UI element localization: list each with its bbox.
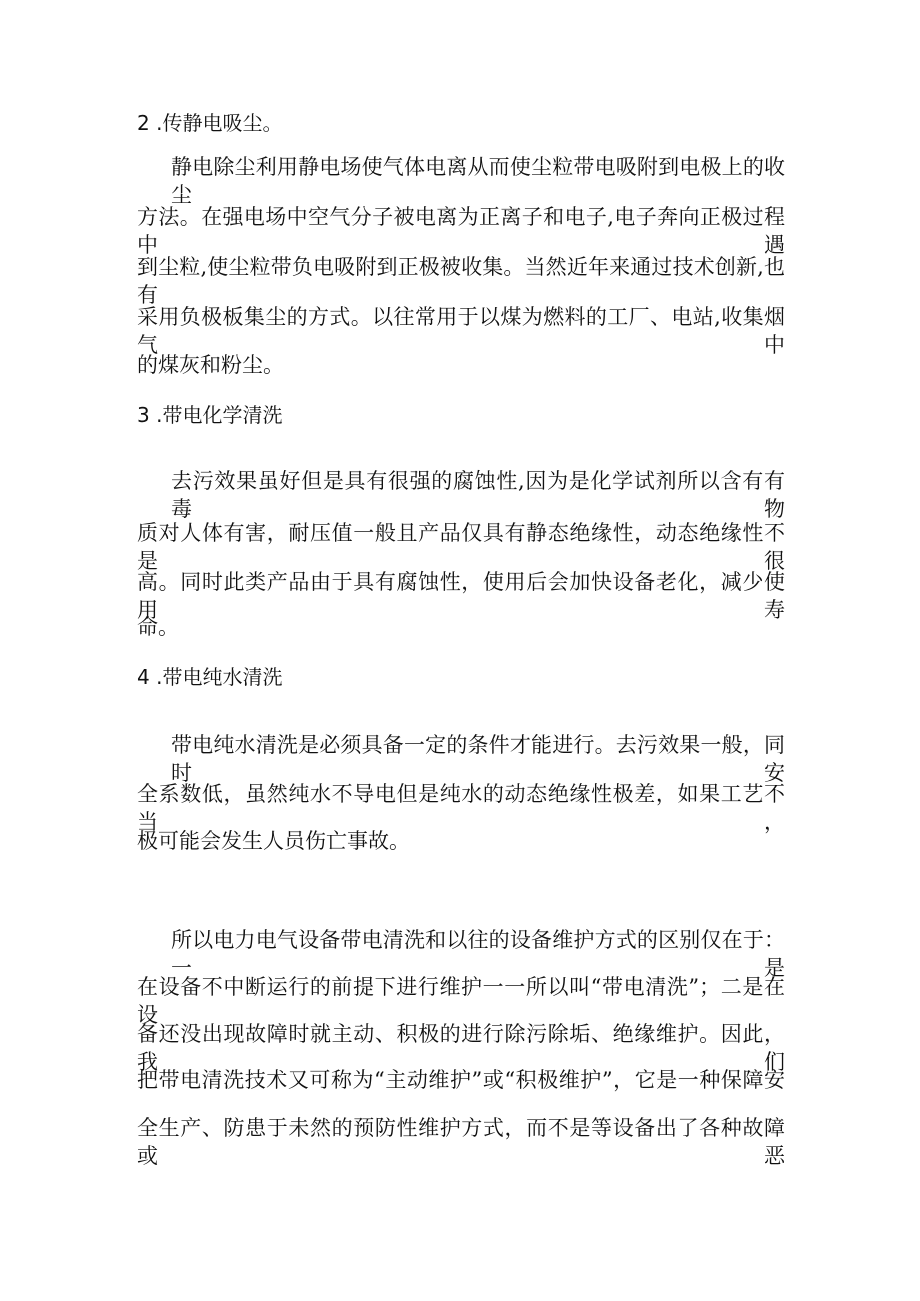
paragraph-line: 质对人体有害，耐压值一般且产品仅具有静态绝缘性，动态绝缘性不是很 bbox=[137, 521, 785, 573]
section-heading-2: 2 .传静电吸尘。 bbox=[137, 111, 283, 135]
paragraph-line: 方法。在强电场中空气分子被电离为正离子和电子,电子奔向正极过程中遇 bbox=[137, 205, 785, 257]
paragraph-line: 去污效果虽好但是具有很强的腐蚀性,因为是化学试剂所以含有有毒物 bbox=[171, 469, 785, 521]
paragraph-line: 带电纯水清洗是必须具备一定的条件才能进行。去污效果一般，同时安 bbox=[171, 733, 785, 785]
paragraph-line: 高。同时此类产品由于具有腐蚀性，使用后会加快设备老化，减少使用寿 bbox=[137, 570, 785, 622]
paragraph-line: 采用负极板集尘的方式。以往常用于以煤为燃料的工厂、电站,收集烟气中 bbox=[137, 305, 785, 357]
paragraph-line: 的煤灰和粉尘。 bbox=[137, 353, 284, 377]
section-heading-4: 4 .带电纯水清洗 bbox=[137, 665, 283, 689]
summary-line: 所以电力电气设备带电清洗和以往的设备维护方式的区别仅在于：一是 bbox=[171, 928, 785, 980]
summary-line: 全生产、防患于未然的预防性维护方式，而不是等设备出了各种故障或恶 bbox=[137, 1116, 785, 1168]
paragraph-line: 全系数低，虽然纯水不导电但是纯水的动态绝缘性极差，如果工艺不当， bbox=[137, 782, 785, 834]
paragraph-line: 极可能会发生人员伤亡事故。 bbox=[137, 829, 410, 853]
section-heading-3: 3 .带电化学清洗 bbox=[137, 403, 283, 427]
summary-line: 备还没出现故障时就主动、积极的进行除污除垢、绝缘维护。因此，我们 bbox=[137, 1022, 785, 1074]
summary-line: 把带电清洗技术又可称为“主动维护”或“积极维护”，它是一种保障安 bbox=[137, 1068, 785, 1092]
summary-line: 在设备不中断运行的前提下进行维护一一所以叫“带电清洗”；二是在设 bbox=[137, 975, 785, 1027]
paragraph-line: 命。 bbox=[137, 615, 179, 639]
paragraph-line: 到尘粒,使尘粒带负电吸附到正极被收集。当然近年来通过技术创新,也有 bbox=[137, 255, 785, 307]
paragraph-line: 静电除尘利用静电场使气体电离从而使尘粒带电吸附到电极上的收尘 bbox=[171, 155, 785, 207]
